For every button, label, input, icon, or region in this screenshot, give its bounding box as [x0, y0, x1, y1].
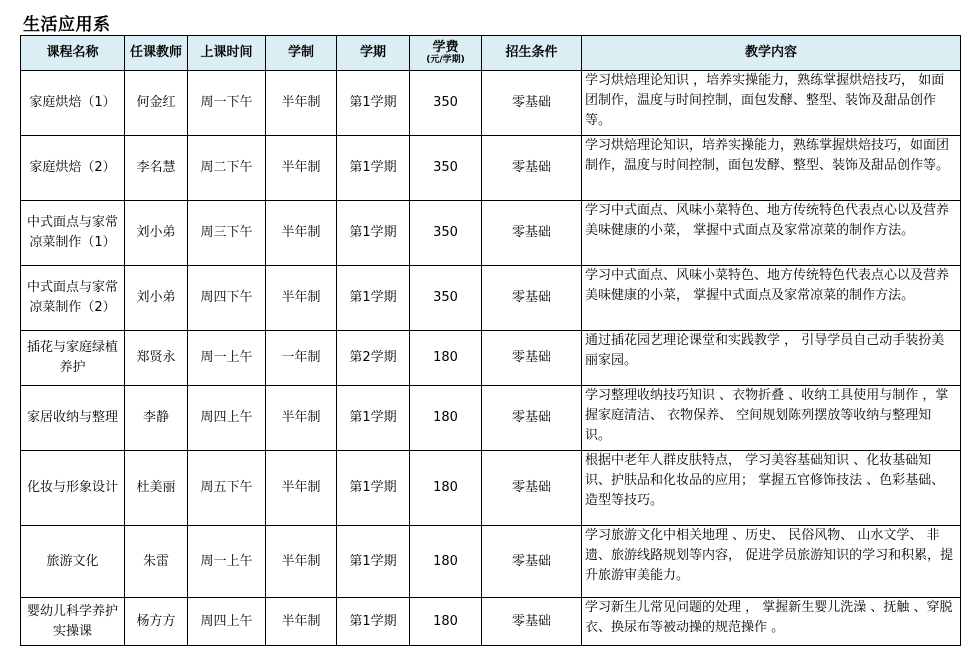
course-requirement: 零基础 — [482, 526, 582, 598]
course-teacher: 郑贤永 — [125, 331, 188, 386]
course-name: 家庭烘焙（2） — [21, 136, 125, 201]
header-fee — [410, 36, 482, 71]
course-fee: 350 — [410, 71, 482, 136]
course-name: 婴幼儿科学养护实操课 — [21, 598, 125, 646]
course-system: 半年制 — [266, 266, 337, 331]
header-teacher: 任课教师 — [125, 36, 188, 71]
course-requirement: 零基础 — [482, 598, 582, 646]
course-teacher: 何金红 — [125, 71, 188, 136]
course-fee: 180 — [410, 598, 482, 646]
course-system: 半年制 — [266, 201, 337, 266]
course-term: 第1学期 — [337, 598, 410, 646]
course-time: 周二下午 — [188, 136, 266, 201]
course-time: 周四下午 — [188, 266, 266, 331]
header-system: 学制 — [266, 36, 337, 71]
course-term: 第1学期 — [337, 451, 410, 526]
course-time: 周一上午 — [188, 526, 266, 598]
course-fee: 180 — [410, 451, 482, 526]
course-teacher: 李静 — [125, 386, 188, 451]
table-row — [21, 331, 961, 386]
course-teacher: 刘小弟 — [125, 266, 188, 331]
course-system: 一年制 — [266, 331, 337, 386]
course-requirement: 零基础 — [482, 71, 582, 136]
header-requirement: 招生条件 — [482, 36, 582, 71]
course-name: 中式面点与家常凉菜制作（1） — [21, 201, 125, 266]
course-requirement: 零基础 — [482, 386, 582, 451]
table-row — [21, 266, 961, 331]
header-term: 学期 — [337, 36, 410, 71]
course-content: 学习旅游文化中相关地理 、历史、 民俗风物、 山水文学、 非遗、旅游线路规划等内容， 促进学员旅游知识的学习和积累，提升旅游审美能力。 — [582, 526, 961, 598]
course-term: 第2学期 — [337, 331, 410, 386]
course-teacher: 杜美丽 — [125, 451, 188, 526]
course-name: 中式面点与家常凉菜制作（2） — [21, 266, 125, 331]
table-row — [21, 598, 961, 646]
course-content: 学习烘焙理论知识 ，培养实操能力，熟练掌握烘焙技巧， 如面团制作，温度与时间控制，面包发酵、整型、装饰及甜品创作等。 — [582, 71, 961, 136]
header-name: 课程名称 — [21, 36, 125, 71]
course-time: 周四上午 — [188, 598, 266, 646]
course-time: 周一上午 — [188, 331, 266, 386]
course-table — [20, 35, 961, 646]
course-content: 通过插花园艺理论课堂和实践教学 ， 引导学员自己动手装扮美丽家园。 — [582, 331, 961, 386]
header-content: 教学内容 — [582, 36, 961, 71]
course-fee: 350 — [410, 266, 482, 331]
table-row — [21, 71, 961, 136]
course-time: 周五下午 — [188, 451, 266, 526]
course-system: 半年制 — [266, 71, 337, 136]
course-name: 家庭烘焙（1） — [21, 71, 125, 136]
course-term: 第1学期 — [337, 201, 410, 266]
course-requirement: 零基础 — [482, 201, 582, 266]
course-content: 学习中式面点、风味小菜特色、地方传统特色代表点心以及营养美味健康的小菜， 掌握中式面点及家常凉菜的制作方法。 — [582, 266, 961, 331]
course-name: 旅游文化 — [21, 526, 125, 598]
table-row — [21, 201, 961, 266]
course-fee: 350 — [410, 136, 482, 201]
course-teacher: 刘小弟 — [125, 201, 188, 266]
course-term: 第1学期 — [337, 71, 410, 136]
course-requirement: 零基础 — [482, 136, 582, 201]
course-content: 根据中老年人群皮肤特点， 学习美容基础知识 、化妆基础知识、护肤品和化妆品的应用； 掌握五官修饰技法 、色彩基础、造型等技巧。 — [582, 451, 961, 526]
course-name: 化妆与形象设计 — [21, 451, 125, 526]
header-time: 上课时间 — [188, 36, 266, 71]
course-fee: 180 — [410, 331, 482, 386]
course-content: 学习整理收纳技巧知识 、衣物折叠 、收纳工具使用与制作 ，掌握家庭清洁、 衣物保养、 空间规划陈列摆放等收纳与整理知识。 — [582, 386, 961, 451]
course-system: 半年制 — [266, 598, 337, 646]
course-term: 第1学期 — [337, 526, 410, 598]
header-row — [21, 36, 961, 71]
course-time: 周一下午 — [188, 71, 266, 136]
course-name: 家居收纳与整理 — [21, 386, 125, 451]
course-fee: 180 — [410, 386, 482, 451]
course-requirement: 零基础 — [482, 331, 582, 386]
table-row — [21, 526, 961, 598]
header-fee-label: 学费 — [432, 40, 459, 55]
course-teacher: 朱雷 — [125, 526, 188, 598]
course-system: 半年制 — [266, 451, 337, 526]
table-row — [21, 386, 961, 451]
table-row — [21, 136, 961, 201]
course-requirement: 零基础 — [482, 451, 582, 526]
course-requirement: 零基础 — [482, 266, 582, 331]
course-term: 第1学期 — [337, 266, 410, 331]
course-system: 半年制 — [266, 526, 337, 598]
course-fee: 350 — [410, 201, 482, 266]
course-system: 半年制 — [266, 386, 337, 451]
course-system: 半年制 — [266, 136, 337, 201]
course-name: 插花与家庭绿植养护 — [21, 331, 125, 386]
header-fee-unit: (元/学期) — [426, 55, 465, 65]
page-title: 生活应用系 — [23, 15, 111, 35]
course-content: 学习烘焙理论知识，培养实操能力，熟练掌握烘焙技巧，如面团制作，温度与时间控制，面包发酵、整型、装饰及甜品创作等。 — [582, 136, 961, 201]
course-time: 周四上午 — [188, 386, 266, 451]
course-content: 学习新生儿常见问题的处理 ， 掌握新生婴儿洗澡 、抚触 、穿脱衣、换尿布等被动操的规范操作 。 — [582, 598, 961, 646]
course-teacher: 杨方方 — [125, 598, 188, 646]
course-teacher: 李名慧 — [125, 136, 188, 201]
table-row — [21, 451, 961, 526]
course-time: 周三下午 — [188, 201, 266, 266]
course-fee: 180 — [410, 526, 482, 598]
course-content: 学习中式面点、风味小菜特色、地方传统特色代表点心以及营养美味健康的小菜， 掌握中式面点及家常凉菜的制作方法。 — [582, 201, 961, 266]
course-term: 第1学期 — [337, 136, 410, 201]
course-term: 第1学期 — [337, 386, 410, 451]
